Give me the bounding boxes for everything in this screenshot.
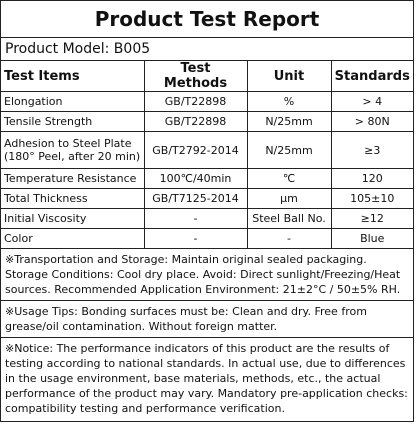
header-test-items: Test Items bbox=[1, 61, 144, 92]
row-item bbox=[1, 132, 144, 169]
row-method: GB/T7125-2014 bbox=[144, 189, 247, 209]
report-title: Product Test Report bbox=[1, 1, 413, 38]
row-method: 100℃/40min bbox=[144, 169, 247, 189]
row-standard: Blue bbox=[331, 229, 413, 249]
row-method: GB/T22898 bbox=[144, 112, 247, 132]
header-standards: Standards bbox=[331, 61, 413, 92]
row-item: Tensile Strength bbox=[1, 112, 144, 132]
table-row bbox=[1, 169, 413, 189]
table-row bbox=[1, 112, 413, 132]
table-row bbox=[1, 229, 413, 249]
row-standard: ≥3 bbox=[331, 132, 413, 169]
row-standard: 120 bbox=[331, 169, 413, 189]
usage-tips-note: ※Usage Tips: Bonding surfaces must be: Clean and dry. Free from grease/oil contamination. Without foreign matter. bbox=[1, 300, 413, 337]
header-unit: Unit bbox=[247, 61, 331, 92]
table-row bbox=[1, 132, 413, 169]
row-standard: ≥12 bbox=[331, 209, 413, 229]
notice-note: ※Notice: The performance indicators of this product are the results of testing according to national standards. In actual use, due to differences in the usage environment, base materials, methods, etc., the actual performance of the product may vary. Mandatory pre-application checks: compatibility testing and performance verification. bbox=[1, 337, 413, 419]
row-unit: ℃ bbox=[247, 169, 331, 189]
row-unit: - bbox=[247, 229, 331, 249]
table-row bbox=[1, 189, 413, 209]
row-standard: > 80N bbox=[331, 112, 413, 132]
row-item: Temperature Resistance bbox=[1, 169, 144, 189]
table-row bbox=[1, 209, 413, 229]
row-item: Initial Viscosity bbox=[1, 209, 144, 229]
row-item-line2: (180° Peel, after 20 min) bbox=[4, 150, 141, 163]
test-table bbox=[1, 61, 413, 249]
row-item: Total Thickness bbox=[1, 189, 144, 209]
row-method: - bbox=[144, 209, 247, 229]
row-method: GB/T2792-2014 bbox=[144, 132, 247, 169]
row-method: GB/T22898 bbox=[144, 92, 247, 112]
transport-storage-note: ※Transportation and Storage: Maintain original sealed packaging. Storage Conditions: Cool dry place. Avoid: Direct sunlight/Freezing/Heat sources. Recommended Application Environment: 21±2°C / 50±5% RH. bbox=[5, 253, 401, 296]
row-item: Elongation bbox=[1, 92, 144, 112]
row-method: - bbox=[144, 229, 247, 249]
table-header-row bbox=[1, 61, 413, 92]
row-unit: μm bbox=[247, 189, 331, 209]
header-test-methods: Test Methods bbox=[144, 61, 247, 92]
product-model: Product Model: B005 bbox=[1, 38, 413, 61]
row-standard: 105±10 bbox=[331, 189, 413, 209]
row-unit: N/25mm bbox=[247, 132, 331, 169]
table-row bbox=[1, 92, 413, 112]
row-standard: > 4 bbox=[331, 92, 413, 112]
row-unit: % bbox=[247, 92, 331, 112]
row-unit: N/25mm bbox=[247, 112, 331, 132]
row-unit: Steel Ball No. bbox=[247, 209, 331, 229]
row-item: Color bbox=[1, 229, 144, 249]
row-item-line1: Adhesion to Steel Plate bbox=[4, 137, 132, 150]
